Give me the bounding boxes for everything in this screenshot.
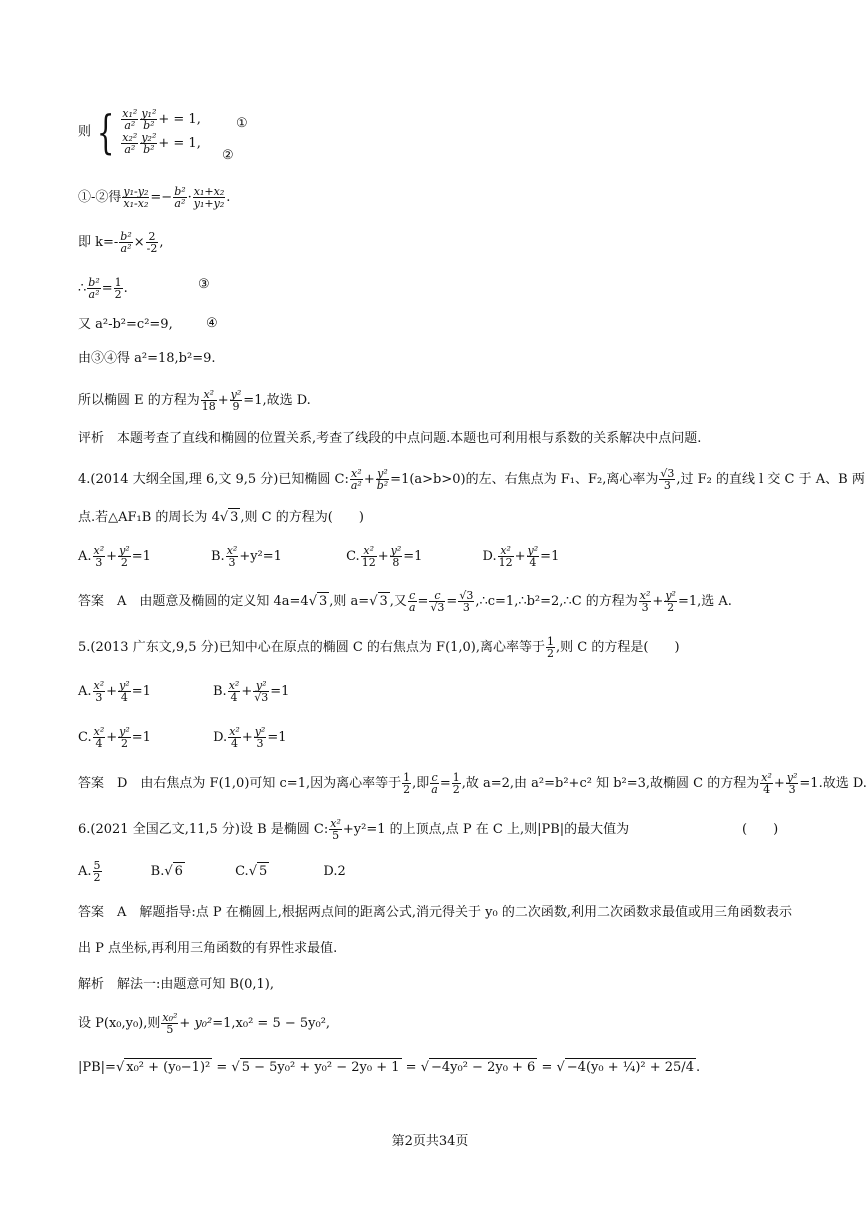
page-footer: 第2页共34页 [391, 1134, 469, 1149]
answer-6-line-2: 出 P 点坐标,再利用三角函数的有界性求最值. [78, 941, 338, 956]
question-5-options-row-1 [78, 680, 289, 703]
system-eq-2: $\frac{\text{x₂²}}{\text{a²}}$ $\frac{\text{y₂²}}{\text{b²}}$ + = 1, [122, 131, 201, 156]
q4-option-a: A. $\frac{\text{x²}}{3}$ + $\frac{\text{y²}}{2}$ =1 [78, 544, 151, 569]
q4-option-d: D. $\frac{\text{x²}}{12}$ + $\frac{\text{y²}}{4}$ =1 [482, 544, 560, 569]
system-rows [120, 108, 201, 156]
left-brace: { [96, 105, 115, 159]
question-5-options-row-2 [78, 726, 287, 749]
q5-option-c: C. $\frac{\text{x²}}{4}$ + $\frac{\text{y²}}{2}$ =1 [78, 725, 151, 750]
q4-option-b: B. $\frac{\text{x²}}{3}$ +y²=1 [211, 544, 282, 569]
q6-option-c: C.√ 5 [235, 864, 268, 879]
system-eq-1: $\frac{\text{x₁²}}{\text{a²}}$ $\frac{\text{y₁²}}{\text{b²}}$ + = 1, [122, 107, 201, 132]
q6-option-d: D.2 [323, 864, 346, 879]
question-5: 5.(2013 广东文,9,5 分)已知中心在原点的椭圆 C 的右焦点为 F(1,0),离心率等于 $\frac{1}{2}$ ,则 C 的方程是( ) [78, 635, 680, 660]
eq-marker-4: ④ [206, 316, 218, 331]
equation-system [78, 105, 201, 159]
line-k: 即 k=- $\frac{\text{b²}}{\text{a²}}$ × $\frac{2}{-2}$ , [78, 230, 164, 255]
line-ratio: ∴ $\frac{\text{b²}}{\text{a²}}$ = $\frac{1}{2}$ . [78, 276, 128, 301]
solution-6-line-3: |PB|=√ x₀² + (y₀−1)² = √ 5 − 5y₀² + y₀² − 2y₀ + 1 = √ −4y₀² − 2y₀ + 6 = √ −4(y₀ + ¼)² + 25/4 . [78, 1060, 701, 1075]
eq-marker-2: ② [222, 148, 234, 163]
question-4-line-2: 点.若△AF₁B 的周长为 4√ 3 ,则 C 的方程为( ) [78, 510, 364, 525]
answer-6-line-1: 答案 A 解题指导:点 P 在椭圆上,根据两点间的距离公式,消元得关于 y₀ 的二次函数,利用二次函数求最值或用三角函数表示 [78, 905, 792, 920]
q6-option-a: A. $\frac{5}{2}$ [78, 859, 101, 884]
q5-option-d: D. $\frac{\text{x²}}{4}$ + $\frac{\text{y²}}{3}$ =1 [213, 725, 287, 750]
comment: 评析 本题考查了直线和椭圆的位置关系,考查了线段的中点问题.本题也可利用根与系数的关系解决中点问题. [78, 431, 702, 446]
answer-4: 答案 A 由题意及椭圆的定义知 4a=4√ 3 ,则 a=√ 3 ,又 $\frac{c}{a}$ = $\frac{c}{√3}$ = $\frac{√3}{3}$ ,∴c=1,∴b²=2,∴C 的方程为 $\frac{\text{x²}}{3}$ + $\frac{\text{y²}}{2}$ =1,选 A. [78, 589, 732, 614]
line-from: 由③④得 a²=18,b²=9. [78, 351, 216, 366]
solution-6-line-1: 解析 解法一:由题意可知 B(0,1), [78, 977, 275, 992]
answer-5: 答案 D 由右焦点为 F(1,0)可知 c=1,因为离心率等于 $\frac{1}{2}$ ,即 $\frac{c}{a}$ = $\frac{1}{2}$ ,故 a=2,由 a²=b²+c² 知 b²=3,故椭圆 C 的方程为 $\frac{\text{x²}}{4}$ + $\frac{\text{y²}}{3}$ =1.故选 D. [78, 771, 867, 796]
question-4-line-1: 4.(2014 大纲全国,理 6,文 9,5 分)已知椭圆 C: $\frac{\text{x²}}{\text{a²}}$ + $\frac{\text{y²}}{\text{b²}}$ =1(a>b>0)的左、右焦点为 F₁、F₂,离心率为 $\frac{√3}{3}$ ,过 F₂ 的直线 l 交 C 于 A、B 两 [78, 467, 865, 492]
solution-6-line-2: 设 P(x₀,y₀),则 $\frac{\text{x₀²}}{5}$ + y₀²=1,x₀² = 5 − 5y₀², [78, 1011, 331, 1036]
question-6-answer-paren: ( ) [742, 822, 779, 837]
question-4-options [78, 545, 559, 568]
line-equation: 所以椭圆 E 的方程为 $\frac{\text{x²}}{18}$ + $\frac{\text{y²}}{9}$ =1,故选 D. [78, 388, 311, 413]
eq-marker-1: ① [236, 116, 248, 131]
question-6: 6.(2021 全国乙文,11,5 分)设 B 是椭圆 C: $\frac{\text{x²}}{5}$ +y²=1 的上顶点,点 P 在 C 上,则|PB|的最大值为 [78, 817, 630, 842]
q5-option-a: A. $\frac{\text{x²}}{3}$ + $\frac{\text{y²}}{4}$ =1 [78, 679, 151, 704]
q5-option-b: B. $\frac{\text{x²}}{4}$ + $\frac{\text{y²}}{√3}$ =1 [213, 679, 290, 704]
system-prefix: 则 [78, 124, 92, 140]
line-subtract: ①-②得 $\frac{\text{y₁-y₂}}{\text{x₁-x₂}}$ =− $\frac{\text{b²}}{\text{a²}}$ · $\frac{\text{x₁+x₂}}{\text{y₁+y₂}}$ . [78, 185, 231, 210]
question-6-options [78, 860, 346, 883]
q4-option-c: C. $\frac{\text{x²}}{12}$ + $\frac{\text{y²}}{8}$ =1 [346, 544, 423, 569]
q6-option-b: B.√ 6 [150, 864, 183, 879]
line-ab: 又 a²-b²=c²=9, [78, 317, 173, 332]
eq-marker-3: ③ [198, 277, 210, 292]
